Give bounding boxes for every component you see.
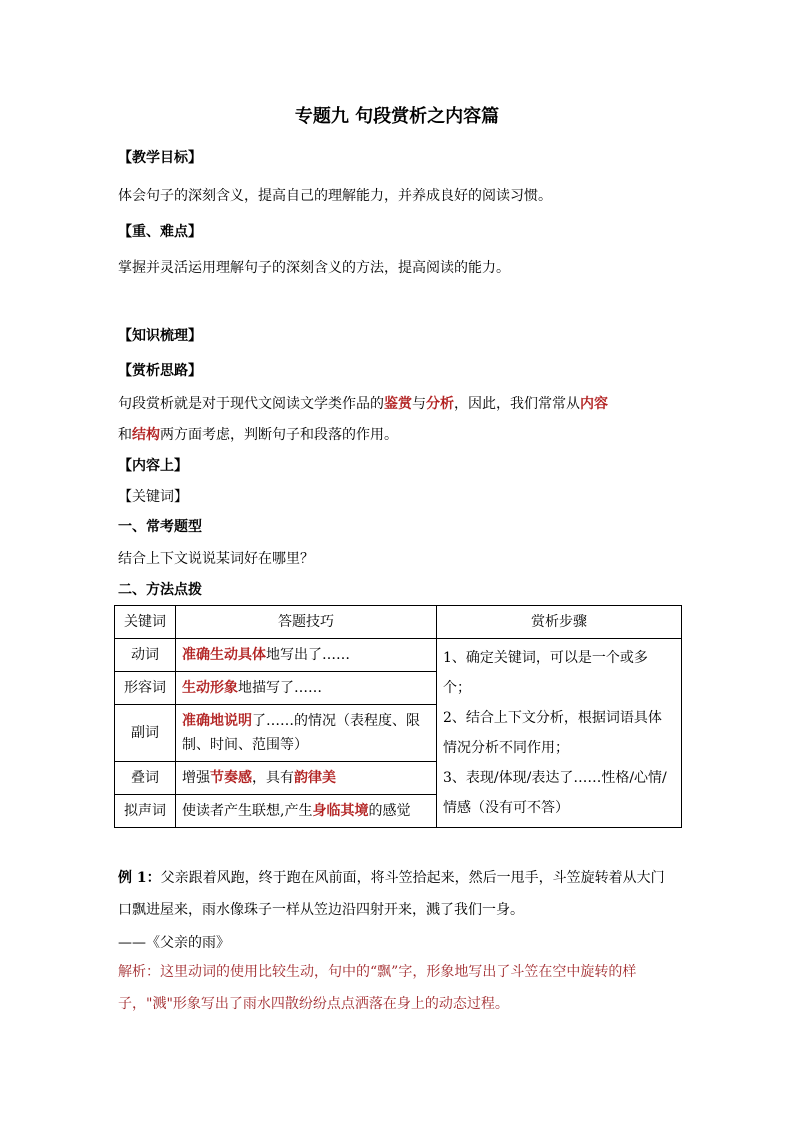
approach-text-line2: 和结构两方面考虑，判断句子和段落的作用。 xyxy=(118,427,398,443)
step-2: 2、结合上下文分析，根据词语具体情况分析不同作用； xyxy=(443,710,662,756)
row-technique: 使读者产生联想,产生身临其境的感觉 xyxy=(176,795,437,828)
content-heading: 【内容上】 xyxy=(118,458,188,474)
key-points-heading: 【重、难点】 xyxy=(118,224,202,240)
row-keyword: 叠词 xyxy=(115,762,176,795)
step-1: 1、确定关键词，可以是一个或多个； xyxy=(443,650,648,696)
row-keyword: 形容词 xyxy=(115,672,176,705)
row-technique: 增强节奏感，具有韵律美 xyxy=(176,762,437,795)
page-title: 专题九 句段赏析之内容篇 xyxy=(294,106,500,127)
row-keyword: 副词 xyxy=(115,705,176,762)
analysis-paragraph xyxy=(118,956,678,1020)
row-keyword: 动词 xyxy=(115,639,176,672)
goal-heading: 【教学目标】 xyxy=(118,150,202,166)
header-steps: 赏析步骤 xyxy=(437,606,682,639)
approach-heading: 【赏析思路】 xyxy=(118,363,202,379)
header-keyword: 关键词 xyxy=(115,606,176,639)
keyword-heading: 【关键词】 xyxy=(118,489,188,505)
method-heading: 二、方法点拨 xyxy=(118,582,202,598)
step-3: 3、表现/体现/表达了……性格/心情/情感（没有可不答） xyxy=(443,770,667,816)
row-technique: 准确地说明了……的情况（表程度、限制、时间、范围等） xyxy=(176,705,437,762)
approach-text-line1: 句段赏析就是对于现代文阅读文学类作品的鉴赏与分析，因此，我们常常从内容 xyxy=(118,396,608,412)
row-technique: 生动形象地描写了…… xyxy=(176,672,437,705)
common-type-text: 结合上下文说说某词好在哪里？ xyxy=(118,551,314,567)
key-points-text: 掌握并灵活运用理解句子的深刻含义的方法，提高阅读的能力。 xyxy=(118,260,510,276)
knowledge-heading: 【知识梳理】 xyxy=(118,328,202,344)
highlight-analysis: 分析 xyxy=(426,396,454,412)
row-technique: 准确生动具体地写出了…… xyxy=(176,639,437,672)
highlight-content: 内容 xyxy=(580,396,608,412)
analysis-label: 解析： xyxy=(118,964,160,980)
example-text: 父亲跟着风跑，终于跑在风前面，将斗笠拾起来，然后一甩手，斗笠旋转着从大门口飘进屋来，雨水像珠子一样从笠边沿四射开来，溅了我们一身。 xyxy=(118,870,665,918)
example-paragraph xyxy=(118,862,678,926)
example-label: 例 1： xyxy=(118,870,161,886)
common-type-heading: 一、常考题型 xyxy=(118,519,202,535)
analysis-steps xyxy=(437,639,682,828)
header-technique: 答题技巧 xyxy=(176,606,437,639)
method-table xyxy=(114,605,682,828)
analysis-text: 这里动词的使用比较生动，句中的“飘”字，形象地写出了斗笠在空中旋转的样子，"溅"形象写出了雨水四散纷纷点点洒落在身上的动态过程。 xyxy=(118,964,637,1012)
table-header-row xyxy=(115,606,682,639)
highlight-appreciation: 鉴赏 xyxy=(384,396,412,412)
highlight-structure: 结构 xyxy=(132,427,160,443)
table-row xyxy=(115,639,682,672)
goal-text: 体会句子的深刻含义，提高自己的理解能力，并养成良好的阅读习惯。 xyxy=(118,188,552,204)
example-source: ——《父亲的雨》 xyxy=(118,935,230,951)
row-keyword: 拟声词 xyxy=(115,795,176,828)
